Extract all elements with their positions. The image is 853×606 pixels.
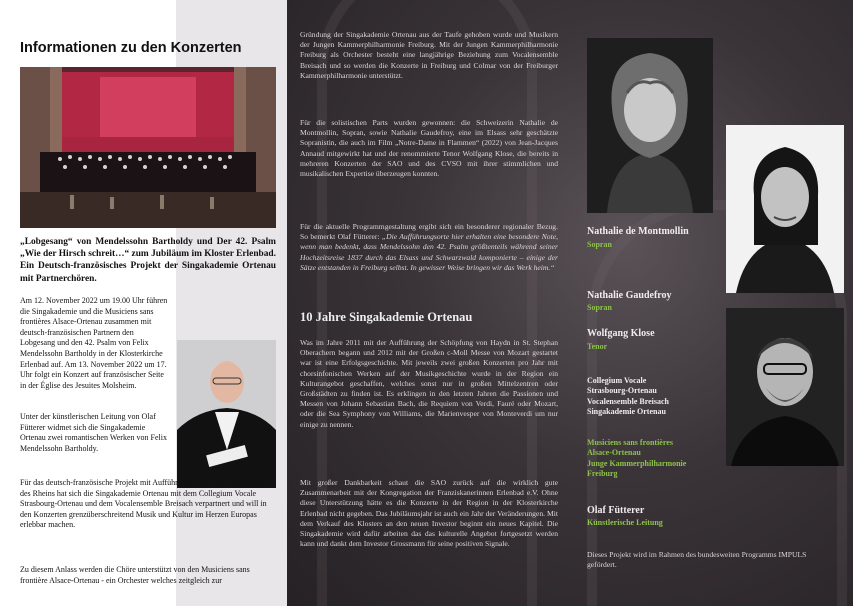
choir-item: Strasbourg-Ortenau bbox=[587, 386, 657, 396]
lead-paragraph: „Lobgesang“ von Mendelssohn Bartholdy und Der 42. Psalm „Wie der Hirsch schreit…“ zum Jubiläum im Kloster Erlenbad. Ein Deutsch-französisches Projekt der Singakademie Ortenau mit Partnerchören. bbox=[20, 237, 276, 284]
soloist-name: Wolfgang Klose bbox=[587, 328, 655, 339]
paragraph-success: Was im Jahre 2011 mit der Aufführung der Schöpfung von Haydn in St. Stephan Oberachern begann und 2012 mit der Großen c-Moll Messe von Mozart gestartet war ist eine Erfolgsgeschichte. Mit jeweils zwei großen Konzerten pro Jahr mit chorsinfonischen Werken auf der Musikgeschichte wurde in der Region ein Kulturangebot geschaffen, welches sonst nur in großen Mittelzentren oder Großstädten zu finden ist. Es erklingen in den letzten Jahren die Passionen und Messen von Johann Sebastian Bach, die Requiem von Verdi, Fauré oder Mozart, oder die Sea Symphony von Williams, die Marienvesper von Monteverdi um nur einige zu nennen. bbox=[300, 338, 558, 429]
paragraph-regional: Für die aktuelle Programmgestaltung ergibt sich ein besonderer regionaler Bezug. So bemerkt Olaf Fütterer: „Die Aufführungsorte hier erhalten eine besondere Note, wenn man bedenkt, dass Mendelssohn den 42. Psalm größtenteils während seiner Hochzeitsreise 1837 durch das Elsass und Schwarzwald komponierte – einige der Sätze entstanden in Freiburg selbst. In gewisser Weise bringen wir das Werk heim.“ bbox=[300, 222, 558, 272]
soloist-photo-klose bbox=[726, 308, 844, 466]
conductor-name: Olaf Fütterer bbox=[587, 505, 645, 516]
funding-note: Dieses Projekt wird im Rahmen des bundesweiten Programms IMPULS gefördert. bbox=[587, 550, 807, 570]
page-title: Informationen zu den Konzerten bbox=[20, 40, 242, 56]
choir-item: Collegium Vocale bbox=[587, 376, 647, 385]
orchestra-list bbox=[587, 438, 686, 480]
soloist-role: Tenor bbox=[587, 342, 608, 351]
soloist-role: Sopran bbox=[587, 240, 612, 249]
paragraph-direction: Unter der künstlerischen Leitung von Olaf Fütterer widmet sich die Singakademie Ortenau zwei romantischen Werken von Felix Mendelssohn Bartholdy. bbox=[20, 412, 167, 453]
soloist-name: Nathalie de Montmollin bbox=[587, 226, 689, 237]
concert-photo bbox=[20, 67, 276, 228]
paragraph-orchestra: Zu diesem Anlass werden die Chöre unterstützt von den Musiciens sans frontière Alsace-Ortenau - ein Orchester welches zeitgleich zur bbox=[20, 565, 250, 585]
paragraph-soloists: Für die solistischen Parts wurden gewonnen: die Schweizerin Nathalie de Montmollin, Sopran, sowie Nathalie Gaudefroy, eine im Elsass sehr geschätzte Sopranistin, die auch im Film „Notre-Dame in Flammen“ (2022) von Jean-Jacques Annaud mitgewirkt hat und der renommierte Tenor Wolfgang Klose, die bereits in mehreren Konzerten der SAO und des CVSO mit ihrer stimmlichen und musikalischen Expertise überzeugen konnten. bbox=[300, 118, 558, 179]
choir-item: Singakademie Ortenau bbox=[587, 407, 666, 417]
section-heading-10-jahre: 10 Jahre Singakademie Ortenau bbox=[300, 310, 473, 324]
orchestra-item: Junge Kammerphilharmonie bbox=[587, 458, 687, 468]
soloist-name: Nathalie Gaudefroy bbox=[587, 290, 672, 301]
soloist-photo-montmollin bbox=[587, 38, 713, 213]
paragraph-gratitude: Mit großer Dankbarkeit schaut die SAO zurück auf die wirklich gute Zusammenarbeit mit der Kongregation der Franziskanerinnen Erlenbad e.V. Ohne diese Unterstützung hätte es die Konzerte in der Region in der Klosterkirche Erlenbad nicht gegeben. Das Jubiläumsjahr ist auch ein Jahr der Veränderungen. Mit dem Verkauf des Klosters an den neuen Investor beginnt ein neues Kapitel. Die Singakademie wird dafür arbeiten das das kulturelle Angebot fortgesetzt werden kann und dankt dem Investor Grossmann für seine positiven Signale. bbox=[300, 478, 558, 549]
soloist-role: Sopran bbox=[587, 303, 612, 312]
orchestra-item: Freiburg bbox=[587, 469, 618, 479]
paragraph-concert-dates: Am 12. November 2022 um 19.00 Uhr führen die Singakademie und die Musiciens sans frontières Alsace-Ortenau zusammen mit deutsch-französischen Partnern den Lobgesang und den 42. Psalm von Felix Mendelssohn Bartholdy in der Klosterkirche Erlenbad auf. Am 13. November 2022 um 17. Uhr folgt ein Konzert auf französischer Seite in der Église des Jesuites Molsheim. bbox=[20, 296, 168, 390]
conductor-role: Künstlerische Leitung bbox=[587, 518, 663, 527]
conductor-photo bbox=[177, 340, 276, 488]
choir-item: Vocalensemble Breisach bbox=[587, 396, 669, 406]
paragraph-project: Für das deutsch-französische Projekt mit Aufführungsorten dies- und jenseits des Rheins hat sich die Singakademie Ortenau mit dem Collegium Vocale Strasbourg-Ortenau und dem Vocalensemble Breisach verpartnert und will in den Konzerten grenzüberschreitend Musik und Kultur im Herzen Europas erlebbar machen. bbox=[20, 478, 267, 530]
orchestra-item: Musiciens sans frontières bbox=[587, 438, 673, 447]
choir-list bbox=[587, 376, 669, 418]
soloist-photo-gaudefroy bbox=[726, 125, 844, 293]
paragraph-history: Gründung der Singakademie Ortenau aus der Taufe gehoben wurde und Musikern der Jungen Kammerphilharmonie Freiburg. Mit der Jungen Kammerphilharmonie Freiburg als Orchester besteht eine langjährige Beziehung zum Vocalensemble Breisach und so werden die Konzerte in Freiburg und Colmar von der Freiburger Kammerphilharmonie unterstützt. bbox=[300, 30, 558, 80]
orchestra-item: Alsace-Ortenau bbox=[587, 448, 641, 458]
